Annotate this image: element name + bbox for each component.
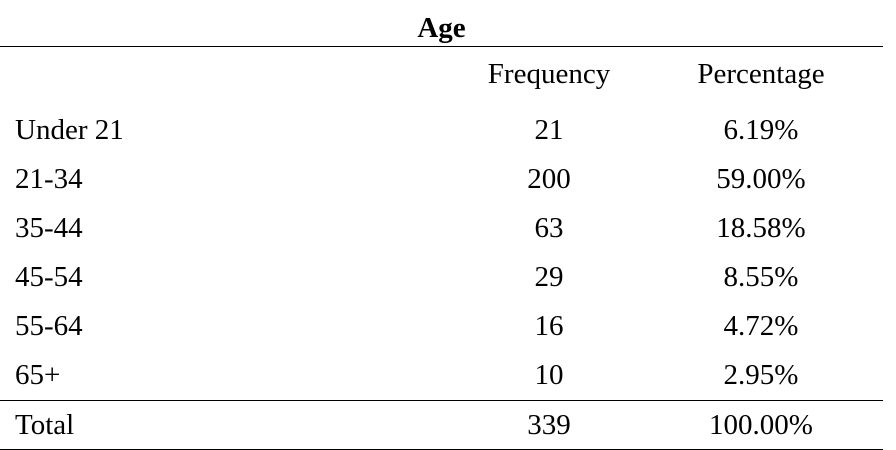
- table-row: [0, 204, 883, 253]
- row-percentage: 59.00%: [716, 163, 806, 195]
- row-percentage: 18.58%: [716, 212, 806, 244]
- row-label: 35-44: [15, 212, 83, 244]
- row-frequency: 200: [527, 163, 571, 195]
- total-frequency: 339: [471, 401, 627, 450]
- row-percentage: 4.72%: [723, 310, 799, 342]
- row-frequency: 10: [534, 359, 564, 391]
- column-header-label: [0, 47, 471, 103]
- table-row: [0, 351, 883, 401]
- row-label: 65+: [15, 359, 61, 391]
- row-label: 45-54: [15, 261, 83, 293]
- table-title: Age: [0, 10, 883, 47]
- table-row: [0, 102, 883, 155]
- table-title-row: [0, 10, 883, 47]
- row-label: Under 21: [15, 114, 124, 146]
- row-frequency: 21: [534, 114, 564, 146]
- total-row: [0, 401, 883, 450]
- row-label: 55-64: [15, 310, 83, 342]
- column-header-frequency: Frequency: [471, 47, 627, 103]
- row-label: 21-34: [15, 163, 83, 195]
- row-percentage: 8.55%: [723, 261, 799, 293]
- row-percentage: 6.19%: [723, 114, 799, 146]
- row-frequency: 63: [534, 212, 564, 244]
- row-percentage: 2.95%: [723, 359, 799, 391]
- column-header-percentage: Percentage: [627, 47, 883, 103]
- table-row: [0, 155, 883, 204]
- row-frequency: 29: [534, 261, 564, 293]
- total-percentage: 100.00%: [627, 401, 883, 450]
- age-table: [0, 10, 883, 450]
- row-frequency: 16: [534, 310, 564, 342]
- table-row: [0, 253, 883, 302]
- column-header-row: [0, 47, 883, 103]
- total-label: Total: [0, 401, 471, 450]
- table-row: [0, 302, 883, 351]
